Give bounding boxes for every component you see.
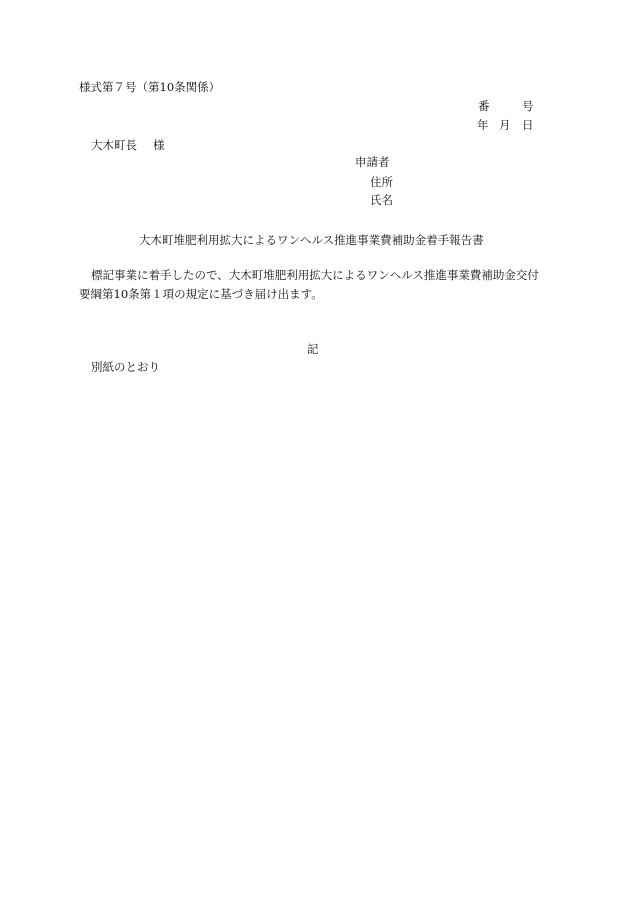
addressee-honorific: 様 (153, 138, 165, 152)
attachment-note: 別紙のとおり (91, 360, 160, 374)
applicant-label: 申請者 (355, 155, 390, 169)
reference-number-go: 号 (522, 99, 534, 113)
date-day: 日 (522, 118, 534, 132)
name-label: 氏名 (370, 193, 393, 207)
form-number: 様式第７号（第10条関係） (79, 80, 221, 94)
date-month: 月 (499, 118, 511, 132)
reference-number-ban: 番 (478, 99, 490, 113)
body-text-line-1: 標記事業に着手したので、大木町堆肥利用拡大によるワンヘルス推進事業費補助金交付 (91, 268, 539, 282)
address-label: 住所 (370, 175, 393, 189)
body-text-line-2: 要綱第10条第１項の規定に基づき届け出ます。 (79, 287, 323, 301)
date-year: 年 (477, 118, 489, 132)
document-title: 大木町堆肥利用拡大によるワンヘルス推進事業費補助金着手報告書 (139, 233, 484, 247)
record-heading: 記 (307, 342, 319, 356)
addressee-name: 大木町長 (91, 138, 137, 152)
